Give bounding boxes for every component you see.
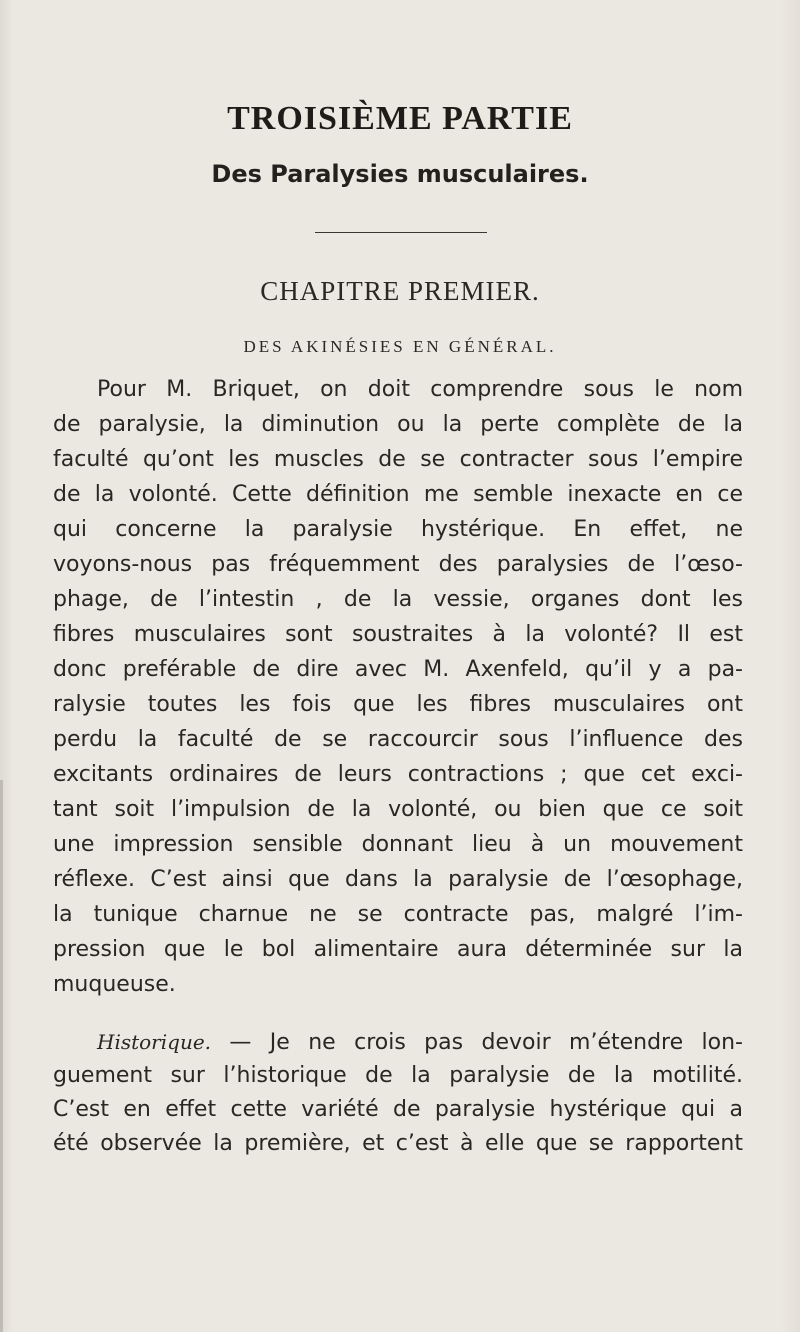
part-subtitle: Des Paralysies musculaires.: [211, 160, 589, 188]
text-line: tant soit l’impulsion de la volonté, ou bien que ce soit: [53, 797, 743, 822]
text-line: pression que le bol alimentaire aura déterminée sur la: [53, 937, 743, 962]
section-divider: [315, 232, 487, 233]
text-line: phage, de l’intestin , de la vessie, organes dont les: [53, 587, 743, 612]
text-line: guement sur l’historique de la paralysie de la motilité.: [53, 1063, 743, 1088]
section-lead-historique: Historique.: [97, 1030, 212, 1054]
paragraph-definition: [53, 372, 743, 1002]
text-line: muqueuse.: [53, 972, 176, 997]
text-line: de paralysie, la diminution ou la perte complète de la: [53, 412, 743, 437]
text-line: Pour M. Briquet, on doit comprendre sous le nom: [97, 377, 743, 402]
chapter-title: CHAPITRE PREMIER.: [260, 276, 540, 306]
text-line: [53, 1025, 743, 1059]
text-line: une impression sensible donnant lieu à un mouvement: [53, 832, 743, 857]
text-line: été observée la première, et c’est à elle que se rapportent: [53, 1131, 743, 1156]
text-line: réflexe. C’est ainsi que dans la paralysie de l’œsophage,: [53, 867, 743, 892]
text-line: perdu la faculté de se raccourcir sous l’influence des: [53, 727, 743, 752]
text-line: qui concerne la paralysie hystérique. En effet, ne: [53, 517, 743, 542]
text-line: C’est en effet cette variété de paralysie hystérique qui a: [53, 1097, 743, 1122]
text-line: faculté qu’ont les muscles de se contracter sous l’empire: [53, 447, 743, 472]
text-line: donc preférable de dire avec M. Axenfeld, qu’il y a pa-: [53, 657, 743, 682]
paragraph-historique: [53, 1025, 743, 1161]
text-line-rest: — Je ne crois pas devoir m’étendre lon-: [211, 1030, 743, 1055]
text-line: voyons-nous pas fréquemment des paralysies de l’œso-: [53, 552, 743, 577]
part-title: TROISIÈME PARTIE: [227, 100, 573, 137]
chapter-subtitle: DES AKINÉSIES EN GÉNÉRAL.: [243, 337, 557, 356]
text-line: ralysie toutes les fois que les fibres musculaires ont: [53, 692, 743, 717]
text-line: fibres musculaires sont soustraites à la volonté? Il est: [53, 622, 743, 647]
text-line: la tunique charnue ne se contracte pas, malgré l’im-: [53, 902, 743, 927]
text-line: de la volonté. Cette définition me semble inexacte en ce: [53, 482, 743, 507]
text-line: excitants ordinaires de leurs contractions ; que cet exci-: [53, 762, 743, 787]
